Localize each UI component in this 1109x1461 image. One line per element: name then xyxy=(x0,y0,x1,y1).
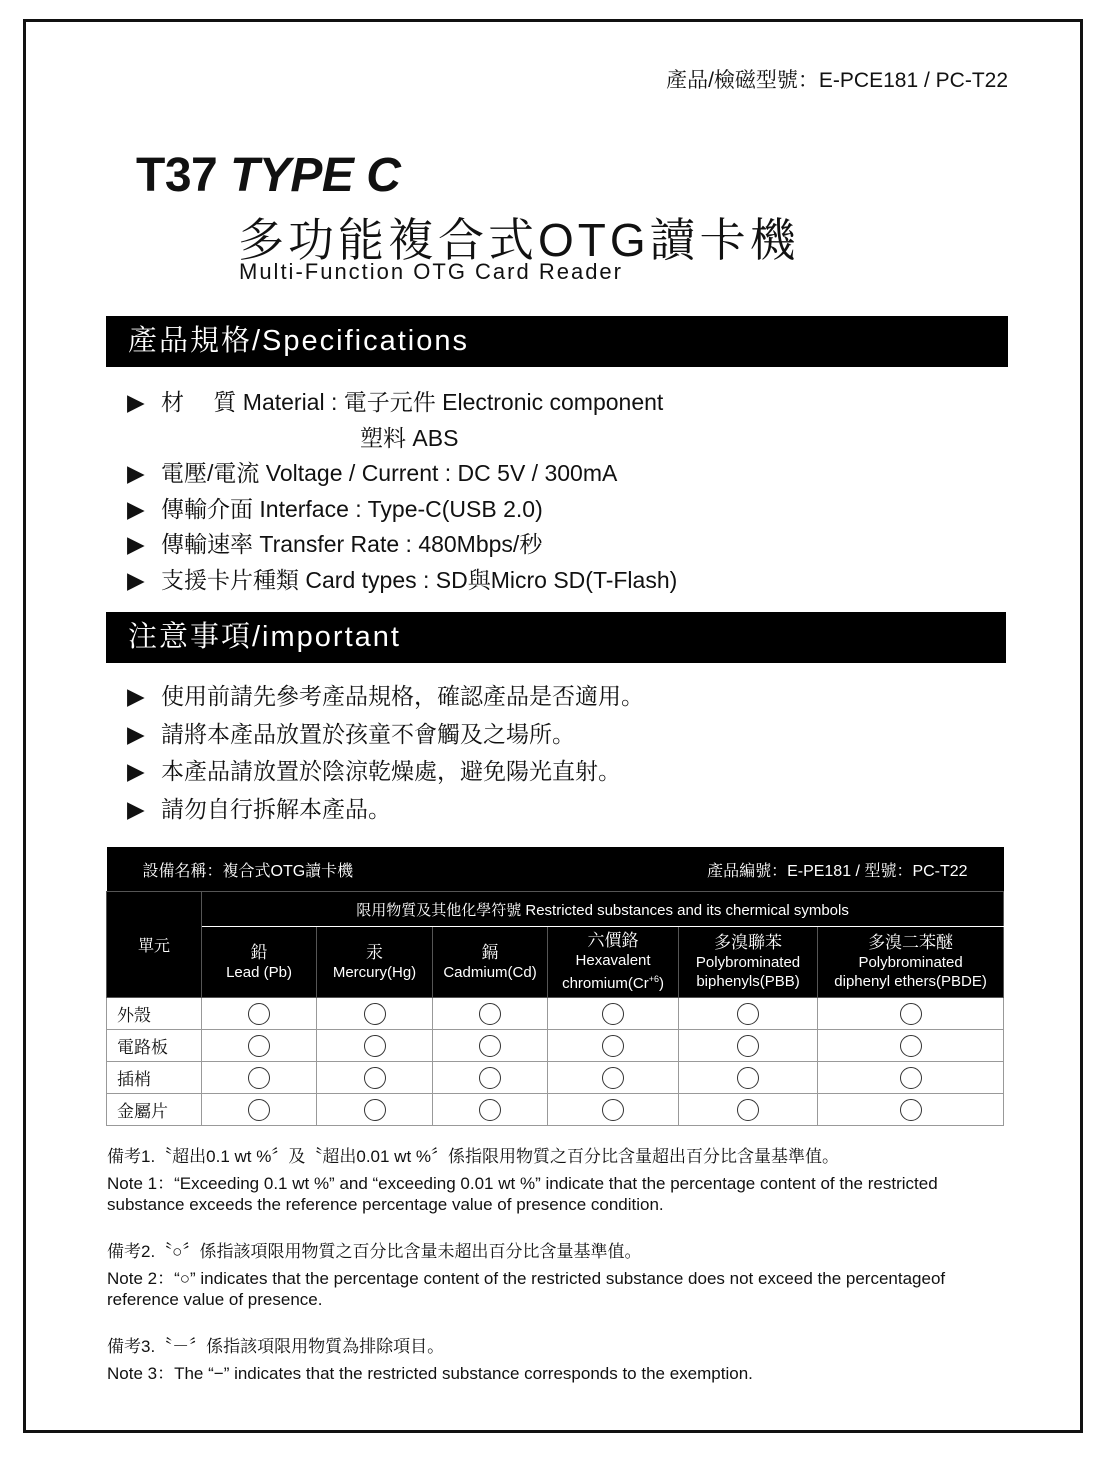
device-name: 設備名稱：複合式OTG讀卡機 xyxy=(107,847,548,892)
arrow-icon: ▶ xyxy=(127,389,145,415)
table-row xyxy=(107,1062,1004,1094)
compliance-cell xyxy=(818,1094,1004,1126)
note-2-en: Note 2：“○” indicates that the percentage content of the restricted substance does not exceed the percentageof reference value of presence. xyxy=(107,1269,946,1309)
specifications-heading: 產品規格/Specifications xyxy=(106,316,1008,367)
compliance-cell xyxy=(818,1030,1004,1062)
compliance-cell xyxy=(433,1094,548,1126)
circle-mark-icon xyxy=(479,1003,501,1025)
part-name: 金屬片 xyxy=(107,1094,202,1126)
note-1-zh: 備考1.〝超出0.1 wt %〞及〝超出0.01 wt %〞係指限用物質之百分比含量超出百分比含量基準值。 xyxy=(107,1147,840,1166)
compliance-cell xyxy=(679,998,818,1030)
product-title-zh: 多功能複合式OTG讀卡機 xyxy=(238,214,800,266)
circle-mark-icon xyxy=(900,1099,922,1121)
compliance-cell xyxy=(679,1030,818,1062)
circle-mark-icon xyxy=(602,1099,624,1121)
note-1-en: Note 1：“Exceeding 0.1 wt %” and “exceeding 0.01 wt %” indicate that the percentage content of the restricted substance exceeds the reference percentage value of presence condition. xyxy=(107,1174,938,1214)
circle-mark-icon xyxy=(248,1035,270,1057)
spec-material: ▶ 材 質 Material : 電子元件 Electronic component xyxy=(127,389,664,415)
notes-section xyxy=(107,1146,1007,1384)
spec-card-types: ▶ 支援卡片種類 Card types : SD與Micro SD(T-Flash) xyxy=(127,566,678,593)
compliance-cell xyxy=(548,1094,679,1126)
compliance-cell xyxy=(548,998,679,1030)
arrow-icon: ▶ xyxy=(127,720,145,747)
unit-label: 單元 xyxy=(107,892,202,998)
compliance-cell xyxy=(202,1062,317,1094)
column-lead: 鉛 Lead (Pb) xyxy=(202,927,317,998)
important-list xyxy=(127,682,644,832)
compliance-cell xyxy=(679,1062,818,1094)
compliance-cell xyxy=(202,1030,317,1062)
compliance-cell xyxy=(317,1062,433,1094)
spec-transfer-rate: ▶ 傳輸速率 Transfer Rate : 480Mbps/秒 xyxy=(127,531,543,557)
arrow-icon: ▶ xyxy=(127,795,145,822)
important-item: ▶ 本產品請放置於陰涼乾燥處，避免陽光直射。 xyxy=(127,758,621,784)
table-row xyxy=(107,998,1004,1030)
circle-mark-icon xyxy=(364,1035,386,1057)
restricted-header: 限用物質及其他化學符號 Restricted substances and its chermical symbols xyxy=(202,892,1004,927)
table-columns-row xyxy=(107,927,1004,998)
circle-mark-icon xyxy=(364,1003,386,1025)
note-3-en: Note 3：The “−” indicates that the restricted substance corresponds to the exemption. xyxy=(107,1364,753,1383)
circle-mark-icon xyxy=(737,1003,759,1025)
restricted-substances-table xyxy=(106,847,1004,1126)
compliance-cell xyxy=(818,998,1004,1030)
important-item: ▶ 請勿自行拆解本產品。 xyxy=(127,795,391,822)
compliance-cell xyxy=(317,998,433,1030)
table-subheader-row xyxy=(107,892,1004,927)
important-item: ▶ 請將本產品放置於孩童不會觸及之場所。 xyxy=(127,720,575,747)
part-name: 電路板 xyxy=(107,1030,202,1062)
spec-material-abs: 塑料 ABS xyxy=(360,424,459,451)
note-3-zh: 備考3.〝－〞係指該項限用物質為排除項目。 xyxy=(107,1337,445,1356)
circle-mark-icon xyxy=(900,1035,922,1057)
arrow-icon: ▶ xyxy=(127,566,145,593)
spec-interface: ▶ 傳輸介面 Interface : Type-C(USB 2.0) xyxy=(127,495,543,522)
arrow-icon: ▶ xyxy=(127,683,145,709)
compliance-cell xyxy=(317,1030,433,1062)
model-number: 產品/檢磁型號：E-PCE181 / PC-T22 xyxy=(666,69,1008,92)
compliance-cell xyxy=(317,1094,433,1126)
arrow-icon: ▶ xyxy=(127,460,145,486)
table-row xyxy=(107,1094,1004,1126)
part-name: 外殼 xyxy=(107,998,202,1030)
compliance-cell xyxy=(679,1094,818,1126)
compliance-cell xyxy=(548,1030,679,1062)
circle-mark-icon xyxy=(737,1067,759,1089)
title-model: T37 xyxy=(136,149,218,202)
column-pbb: 多溴聯苯 Polybrominated biphenyls(PBB) xyxy=(679,927,818,998)
arrow-icon: ▶ xyxy=(127,758,145,784)
circle-mark-icon xyxy=(602,1035,624,1057)
table-row xyxy=(107,1030,1004,1062)
compliance-cell xyxy=(818,1062,1004,1094)
column-cadmium: 鎘 Cadmium(Cd) xyxy=(433,927,548,998)
circle-mark-icon xyxy=(479,1067,501,1089)
circle-mark-icon xyxy=(737,1099,759,1121)
important-heading: 注意事項/important xyxy=(106,612,1006,663)
circle-mark-icon xyxy=(248,1003,270,1025)
circle-mark-icon xyxy=(602,1003,624,1025)
column-hexavalent-chromium: 六價鉻 Hexavalent $chromium(Cr^{+6})$ xyxy=(548,927,679,998)
product-number: 產品編號：E-PE181 / 型號：PC-T22 xyxy=(548,847,1004,892)
arrow-icon: ▶ xyxy=(127,495,145,522)
circle-mark-icon xyxy=(900,1003,922,1025)
circle-mark-icon xyxy=(248,1099,270,1121)
product-title-en: Multi-Function OTG Card Reader xyxy=(239,259,623,284)
circle-mark-icon xyxy=(364,1099,386,1121)
circle-mark-icon xyxy=(479,1035,501,1057)
circle-mark-icon xyxy=(248,1067,270,1089)
part-name: 插梢 xyxy=(107,1062,202,1094)
product-title xyxy=(136,148,400,203)
note-2-zh: 備考2.〝○〞係指該項限用物質之百分比含量未超出百分比含量基準值。 xyxy=(107,1242,642,1261)
compliance-cell xyxy=(433,1030,548,1062)
compliance-cell xyxy=(548,1062,679,1094)
compliance-cell xyxy=(202,1094,317,1126)
table-body xyxy=(107,998,1004,1126)
arrow-icon: ▶ xyxy=(127,531,145,557)
circle-mark-icon xyxy=(602,1067,624,1089)
compliance-cell xyxy=(433,998,548,1030)
title-type: TYPE C xyxy=(230,149,401,202)
column-pbde: 多溴二苯醚 Polybrominated diphenyl ethers(PBDE) xyxy=(818,927,1004,998)
circle-mark-icon xyxy=(364,1067,386,1089)
circle-mark-icon xyxy=(737,1035,759,1057)
spec-voltage: ▶ 電壓/電流 Voltage / Current : DC 5V / 300mA xyxy=(127,460,618,486)
table-header-row xyxy=(107,847,1004,892)
column-mercury: 汞 Mercury(Hg) xyxy=(317,927,433,998)
circle-mark-icon xyxy=(479,1099,501,1121)
compliance-cell xyxy=(202,998,317,1030)
specifications-list xyxy=(127,388,677,601)
compliance-cell xyxy=(433,1062,548,1094)
important-item: ▶ 使用前請先參考產品規格，確認產品是否適用。 xyxy=(127,683,644,709)
circle-mark-icon xyxy=(900,1067,922,1089)
